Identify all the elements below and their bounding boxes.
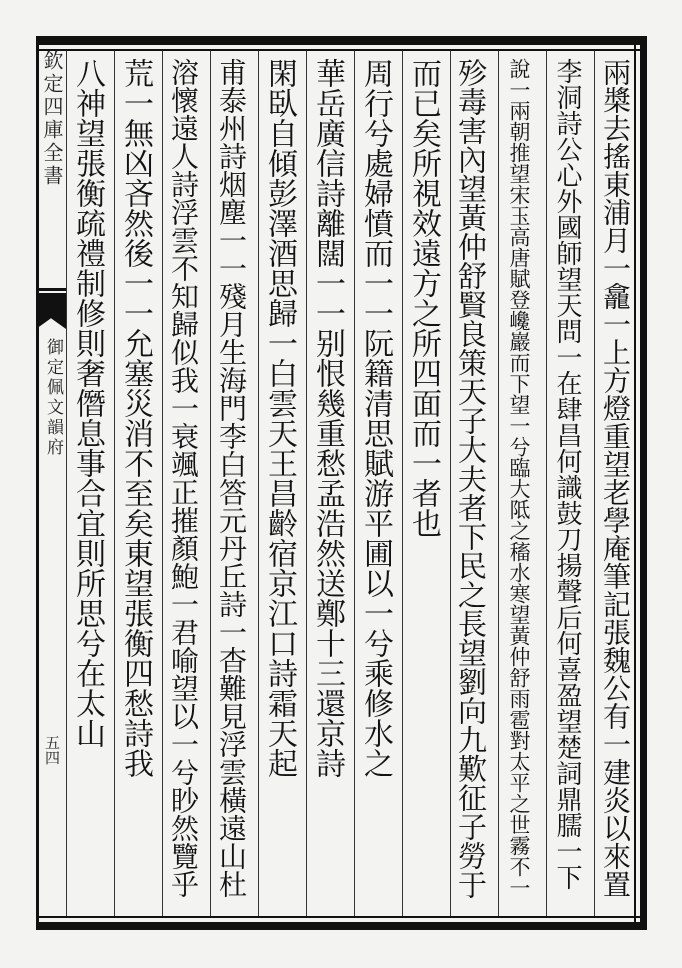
text-column-4: 殄毒害內望黃仲舒賢良策天子大夫者下民之長望劉向九歎征子勞于 xyxy=(454,58,488,899)
strip-divider xyxy=(36,288,66,291)
text-column-12: 八神望張衡疏禮制修則奢僭息事合宜則所思兮在太山 xyxy=(70,58,105,748)
text-column-2: 李洞詩公心外國師望天問一在肆昌何識鼓刀揚聲后何喜盈望楚詞鼎臑一下 xyxy=(552,58,582,890)
frame-bottom-border xyxy=(36,922,647,930)
frame-top-rule xyxy=(36,49,647,51)
text-column-11: 荒一無凶吝然後一一允塞災消不至矣東望張衡四愁詩我 xyxy=(118,58,153,778)
text-column-7: 華岳廣信詩離闊一一别恨幾重愁孟浩然送鄭十三還京詩 xyxy=(310,58,345,778)
text-column-9: 甫泰州詩烟塵一一殘月生海門李白答元丹丘詩一杳難見浮雲橫遠山杜 xyxy=(215,58,248,898)
text-column-8: 閑臥自傾彭澤酒思歸一白雲天王昌齡宿京江口詩霜天起 xyxy=(262,58,297,778)
text-column-3: 說一兩朝推望宋玉高唐賦登巉巖而下望一兮臨大阺之稸水寒望黃仲舒雨雹對太平之世霧不一 xyxy=(507,58,531,898)
frame-bottom-rule xyxy=(36,916,647,918)
frame-right-border xyxy=(640,36,647,930)
frame-top-border xyxy=(36,36,647,45)
fish-tail-mark xyxy=(36,293,66,329)
book-title: 欽定四庫全書 xyxy=(40,50,64,188)
text-column-6: 周行兮處婦憤而一一阮籍清思賦游平圃以一兮乘修水之 xyxy=(358,58,393,778)
text-column-1: 兩槳去搖東浦月一龕一上方燈重望老學庵筆記張魏公有一建炎以來置 xyxy=(599,58,632,898)
page-number: 五四 xyxy=(43,735,61,765)
section-title: 御定佩文韻府 xyxy=(43,338,63,458)
text-column-10: 溶懷遠人詩浮雲不知歸似我一衰颯正摧顏鮑一君喻望以一兮眇然覽乎 xyxy=(167,58,200,898)
text-column-5: 而已矣所視效遠方之所四面而一者也 xyxy=(406,58,441,538)
